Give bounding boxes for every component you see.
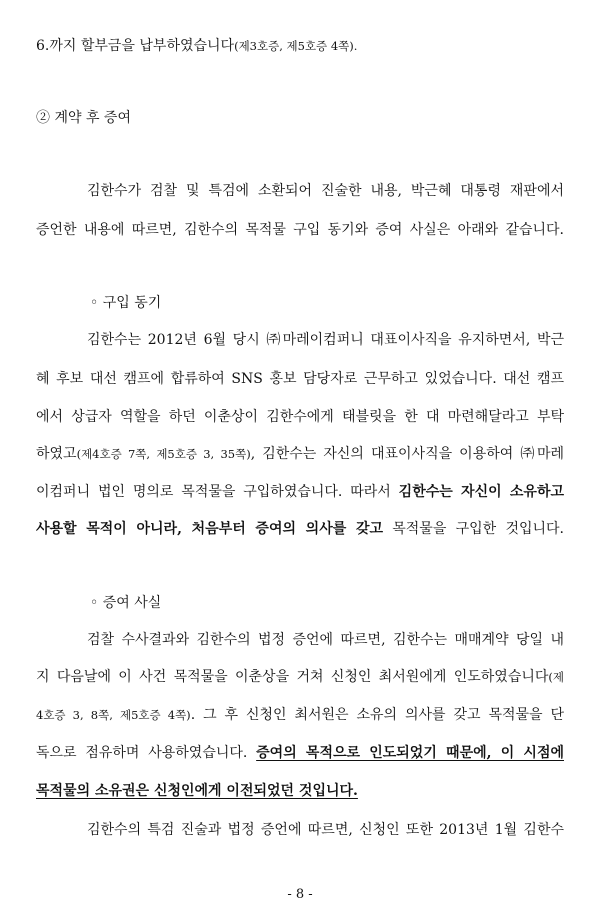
text-span: 6.까지 할부금을 납부하였습니다 xyxy=(36,38,235,54)
citation-span: 4호증 3, 8쪽, 제5호증 4쪽) xyxy=(36,708,191,722)
paragraph-line xyxy=(36,705,564,725)
paragraph-line xyxy=(36,482,564,502)
paragraph-line: 김한수의 특검 진술과 법정 증언에 따르면, 신청인 또한 2013년 1월 김한수 xyxy=(87,822,564,838)
paragraph-line xyxy=(36,519,564,539)
text-span: 이컴퍼니 법인 명의로 목적물을 구입하였습니다. 따라서 xyxy=(36,484,399,500)
paragraph-line xyxy=(36,444,564,464)
text-span: 목적물을 구입한 것입니다. xyxy=(383,521,564,537)
paragraph-line: 에서 상급자 역할을 하던 이춘상이 김한수에게 태블릿을 한 대 마련해달라고 부탁 xyxy=(36,409,564,425)
citation-span: (제3호증, 제5호증 4쪽). xyxy=(234,39,358,53)
paragraph-line: 김한수가 검찰 및 특검에 소환되어 진술한 내용, 박근혜 대통령 재판에서 xyxy=(87,183,564,199)
text-span: 독으로 점유하며 사용하였습니다. xyxy=(36,745,257,761)
bullet-title: ◦ 구입 동기 xyxy=(90,295,162,311)
paragraph-line xyxy=(36,667,564,687)
paragraph-line: 증언한 내용에 따르면, 김한수의 목적물 구입 동기와 증여 사실은 아래와 같습니다. xyxy=(36,222,564,238)
bold-underlined-emphasis: 목적물의 소유권은 신청인에게 이전되었던 것입니다. xyxy=(36,783,358,799)
section-heading: ② 계약 후 증여 xyxy=(36,110,131,126)
citation-span: (제 xyxy=(548,670,564,684)
paragraph-line: 김한수는 2012년 6월 당시 ㈜마레이컴퍼니 대표이사직을 유지하면서, 박근 xyxy=(87,332,564,348)
text-line xyxy=(36,36,564,56)
paragraph-line: 혜 후보 대선 캠프에 합류하여 SNS 홍보 담당자로 근무하고 있었습니다. 대선 캠프 xyxy=(36,371,564,387)
text-span: 지 다음날에 이 사건 목적물을 이춘상을 거쳐 신청인 최서원에게 인도하였습니다 xyxy=(36,669,549,685)
paragraph-line xyxy=(36,781,564,801)
bold-emphasis: 김한수는 자신이 소유하고 xyxy=(398,484,565,500)
text-span: . 그 후 신청인 최서원은 소유의 의사를 갖고 목적물을 단 xyxy=(190,707,565,723)
page-number: - 8 - xyxy=(287,887,313,902)
bold-emphasis: 사용할 목적이 아니라, 처음부터 증여의 의사를 갖고 xyxy=(36,521,383,537)
paragraph-line: 검찰 수사결과와 김한수의 법정 증언에 따르면, 김한수는 매매계약 당일 내 xyxy=(87,632,564,648)
paragraph-line xyxy=(36,743,564,763)
citation-span: (제4호증 7쪽, 제5호증 3, 35쪽) xyxy=(76,447,251,461)
text-span: 하였고 xyxy=(36,446,77,462)
bold-underlined-emphasis: 증여의 목적으로 인도되었기 때문에, 이 시점에 xyxy=(256,745,564,761)
text-span: , 김한수는 자신의 대표이사직을 이용하여 ㈜마레 xyxy=(250,446,564,462)
bullet-title: ◦ 증여 사실 xyxy=(90,595,162,611)
